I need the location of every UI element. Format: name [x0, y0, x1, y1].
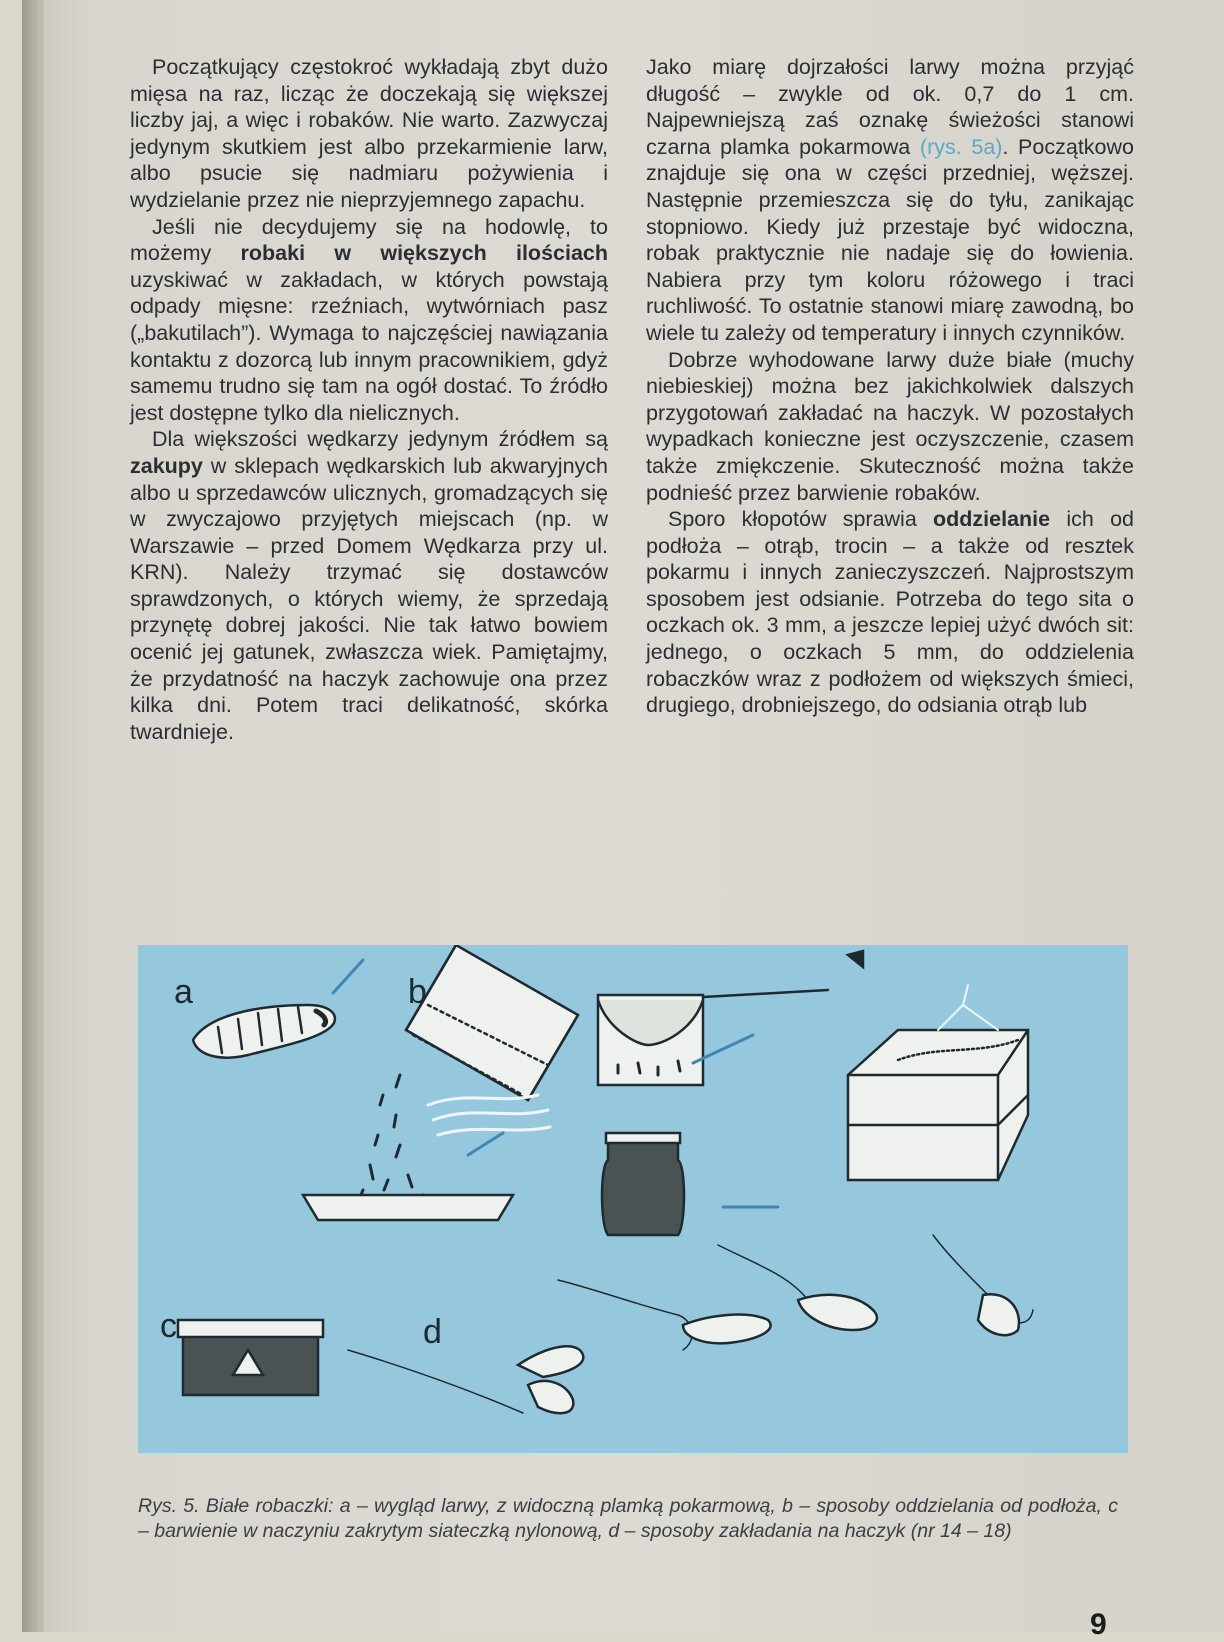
right-p3-bold: oddzielanie: [933, 507, 1051, 532]
right-p1-text-b: . Początkowo znajduje się ona w części przedniej, węższej. Następnie przemieszcza się do tyłu, zanikając stopniowo. Kiedy już przestaje być widoczna, robak praktycznie nie nadaje się do łowienia. Nabiera przy tym koloru różowego i traci ruchliwość. To ostatnie stanowi miarę zawodną, bo wiele tu zależy od temperatury i innych czynników.: [646, 134, 1134, 345]
page-number: 9: [1090, 1608, 1107, 1641]
figure-caption: Rys. 5. Białe robaczki: a – wygląd larwy, z widoczną plamką pokarmową, b – sposoby oddzielania od podłoża, c – barwienie w naczyniu zakrytym siateczką nylonową, d – sposoby zakładania na haczyk (nr 14 – 18): [138, 1495, 1118, 1542]
left-p2-text-b: uzyskiwać w zakładach, w których powstają odpady mięsne: rzeźniach, wytwórniach pasz („bakutilach”). Wymaga to najczęściej nawiązania kontaktu z dozorcą lub innym pracownikiem, gdyż samemu trudno się tam na ogół dostać. To źródło jest dostępne tylko dla nielicznych.: [130, 267, 608, 425]
falling-larvae: [359, 1075, 423, 1207]
left-p3-text-a: Dla większości wędkarzy jedynym źródłem są: [152, 427, 608, 452]
figure-label-c: c: [160, 1307, 177, 1345]
box-container: [848, 985, 1028, 1180]
left-paragraph-3: [130, 426, 608, 745]
hooked-larvae: [348, 1235, 1033, 1413]
right-p3-text-b: ich od podłoża – otrąb, trocin – a także od resztek pokarmu i innych zanieczyszczeń. Najprostszym sposobem jest odsianie. Potrzeba do tego sita o oczkach ok. 3 mm, a jeszcze lepiej użyć dwóch sit: jednego, o oczkach 5 mm, do oddzielenia robaczków wraz z podłożem od większych śmieci, drugiego, drobniejszego, do odsiania otrąb lub: [646, 507, 1134, 718]
illustration-drawing: [138, 945, 1128, 1453]
left-p2-text-a: Jeśli nie decydujemy się na hodowlę, to możemy: [130, 214, 608, 266]
left-paragraph-1: Początkujący częstokroć wykładają zbyt dużo mięsa na raz, licząc że doczekają się większej liczby jaj, a więc i robaków. Nie warto. Zazwyczaj jedynym skutkiem jest albo przekarmienie larw, albo psucie się nadmiaru pożywienia i wydzielanie przez nie nieprzyjemnego zapachu.: [130, 55, 608, 212]
left-p2-bold: robaki w większych ilościach: [240, 241, 609, 266]
figure-illustration: [138, 945, 1128, 1453]
figure-label-b: b: [408, 973, 427, 1011]
figure-reference: (rys. 5a): [919, 134, 1003, 159]
shallow-dish: [303, 1195, 513, 1220]
larva-drawing: [193, 1005, 335, 1058]
right-paragraph-2: Dobrze wyhodowane larwy duże białe (muchy niebieskiej) można bez jakichkolwiek dalszych przygotowań zakładać na haczyk. W pozostałych wypadkach konieczne jest oczyszczenie, czasem także zmiękczenie. Skuteczność można także podnieść przez barwienie robaków.: [646, 347, 1134, 505]
sieve-vessel: [598, 990, 828, 1085]
left-paragraph-2: [130, 214, 608, 427]
right-text-column: [646, 54, 1134, 719]
left-p3-text-b: w sklepach wędkarskich lub akwaryjnych albo u sprzedawców ulicznych, gromadzących się w zwyczajowo przyjętych miejscach (np. w Warszawie – przed Domem Wędkarza przy ul. KRN). Należy trzymać się dostawców sprawdzonych, o których wiemy, że sprzedają przynętę dobrej jakości. Nie tak łatwo bowiem ocenić jej gatunek, zwłaszcza wiek. Pamiętajmy, że przydatność na haczyk zachowuje ona przez kilka dni. Potem traci delikatność, skórka twardnieje.: [130, 453, 608, 744]
page-binding-shadow: [22, 0, 44, 1632]
pouring-container: [406, 945, 578, 1100]
left-p3-bold: zakupy: [130, 453, 203, 478]
mesh-covered-jar: [178, 1320, 323, 1395]
arrow-larva: [333, 960, 363, 993]
right-p3-text-a: Sporo kłopotów sprawia: [668, 507, 934, 532]
right-p1-text-a: Jako miarę dojrzałości larwy można przyjąć długość – zwykle od ok. 0,7 do 1 cm. Najpewniejszą zaś oznakę świeżości stanowi czarna plamka pokarmowa: [646, 55, 1134, 159]
left-text-column: [130, 54, 608, 745]
figure-label-a: a: [174, 973, 193, 1011]
figure-label-d: d: [423, 1313, 442, 1351]
right-paragraph-3: [646, 506, 1134, 719]
right-paragraph-1: [646, 54, 1134, 347]
jar: [602, 1133, 684, 1235]
